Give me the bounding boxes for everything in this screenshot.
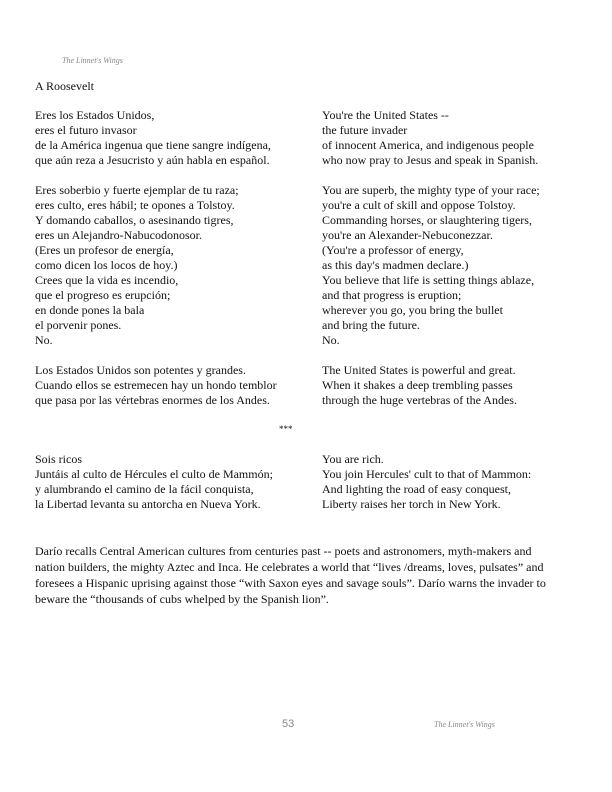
poem-line: Eres los Estados Unidos, [35, 108, 155, 122]
poem-line: de la América ingenua que tiene sangre indígena, [35, 138, 271, 152]
poem-line: Commanding horses, or slaughtering tigers, [322, 213, 532, 227]
poem-line: eres el futuro invasor [35, 123, 137, 137]
poem-line: And lighting the road of easy conquest, [322, 482, 511, 496]
english-column-2 [322, 452, 531, 512]
poem-line: of innocent America, and indigenous people [322, 138, 534, 152]
poem-line: You join Hercules' cult to that of Mammon: [322, 467, 532, 481]
poem-line: y alumbrando el camino de la fácil conquista, [35, 482, 254, 496]
poem-line: que pasa por las vértebras enormes de los Andes. [35, 393, 270, 407]
stanza-gap [322, 348, 540, 363]
poem-line: la Libertad levanta su antorcha en Nueva York. [35, 497, 261, 511]
poem-line: You are rich. [322, 452, 384, 466]
poem-line: eres culto, eres hábil; te opones a Tolstoy. [35, 198, 235, 212]
poem-line: que aún reza a Jesucristo y aún habla en español. [35, 153, 270, 167]
commentary-paragraph: Darío recalls Central American cultures from centuries past -- poets and astronomers, myth-makers and nation builders, the mighty Aztec and Inca. He celebrates a world that “lives /dreams, loves, pulsates” and foresees a Hispanic uprising against those “with Saxon eyes and savage souls”. Darío warns the invader to beware the “thousands of cubs whelped by the Spanish lion”. [35, 544, 546, 606]
poem-line: Juntáis al culto de Hércules el culto de Mammón; [35, 467, 273, 481]
running-header: The Linnet's Wings [62, 56, 123, 65]
stanza-gap [35, 348, 277, 363]
poem-line: wherever you go, you bring the bullet [322, 303, 503, 317]
stanza-gap [35, 168, 277, 183]
poem-line: as this day's madmen declare.) [322, 258, 469, 272]
poem-line: You believe that life is setting things ablaze, [322, 273, 535, 287]
stanza-gap [322, 168, 540, 183]
poem-line: No. [322, 333, 340, 347]
poem-line: que el progreso es erupción; [35, 288, 171, 302]
poem-line: through the huge vertebras of the Andes. [322, 393, 517, 407]
poem-line: Sois ricos [35, 452, 83, 466]
section-separator: *** [279, 424, 293, 434]
spanish-column-1 [35, 108, 277, 408]
poem-title: A Roosevelt [35, 79, 94, 93]
spanish-column-2 [35, 452, 273, 512]
poem-line: the future invader [322, 123, 408, 137]
poem-line: When it shakes a deep trembling passes [322, 378, 513, 392]
poem-line: Los Estados Unidos son potentes y grandes. [35, 363, 246, 377]
running-footer: The Linnet's Wings [434, 720, 495, 729]
poem-line: you're a cult of skill and oppose Tolstoy. [322, 198, 516, 212]
poem-line: and that progress is eruption; [322, 288, 462, 302]
poem-line: No. [35, 333, 53, 347]
poem-line: Eres soberbio y fuerte ejemplar de tu raza; [35, 183, 239, 197]
page-number: 53 [282, 718, 295, 730]
poem-line: The United States is powerful and great. [322, 363, 516, 377]
poem-line: Crees que la vida es incendio, [35, 273, 179, 287]
poem-line: and bring the future. [322, 318, 420, 332]
poem-line: en donde pones la bala [35, 303, 145, 317]
poem-line: como dicen los locos de hoy.) [35, 258, 178, 272]
poem-line: You are superb, the mighty type of your race; [322, 183, 540, 197]
poem-line: Y domando caballos, o asesinando tigres, [35, 213, 234, 227]
poem-line: You're the United States -- [322, 108, 449, 122]
poem-line: Liberty raises her torch in New York. [322, 497, 501, 511]
poem-line: eres un Alejandro-Nabucodonosor. [35, 228, 202, 242]
poem-line: (You're a professor of energy, [322, 243, 464, 257]
english-column-1 [322, 108, 540, 408]
poem-line: (Eres un profesor de energía, [35, 243, 174, 257]
poem-line: who now pray to Jesus and speak in Spanish. [322, 153, 539, 167]
poem-line: el porvenir pones. [35, 318, 122, 332]
poem-line: Cuando ellos se estremecen hay un hondo temblor [35, 378, 277, 392]
poem-line: you're an Alexander-Nebuconezzar. [322, 228, 493, 242]
